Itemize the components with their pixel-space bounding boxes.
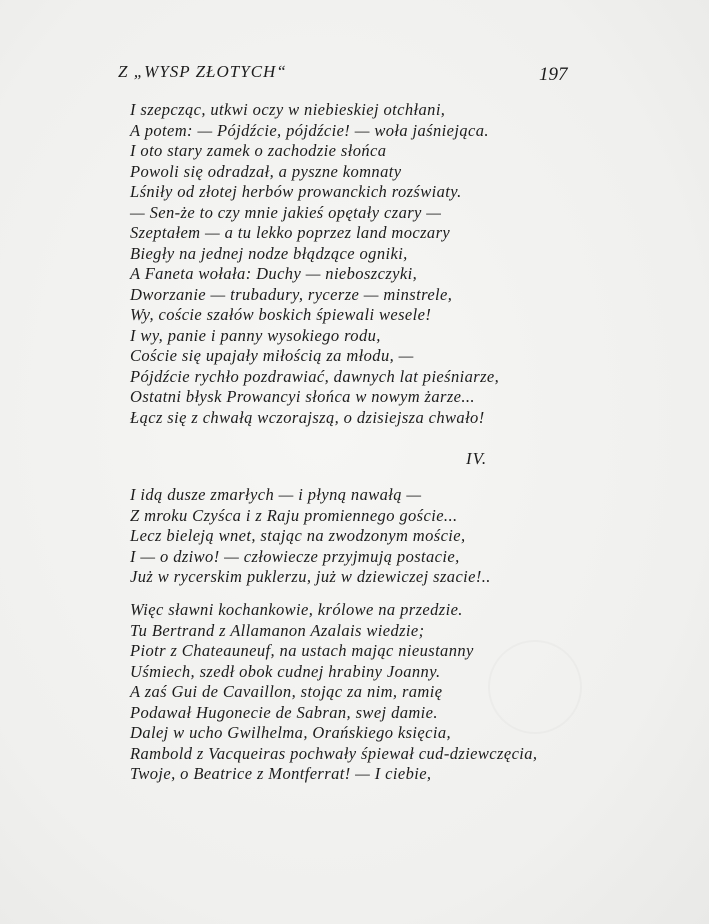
stanza-2 — [130, 485, 491, 588]
verse-line: Dworzanie — trubadury, rycerze — minstrele, — [130, 284, 453, 304]
verse-line: Piotr z Chateauneuf, na ustach mając nieustanny — [130, 641, 474, 660]
verse-line: A zaś Gui de Cavaillon, stojąc za nim, ramię — [130, 682, 443, 701]
verse-line: Lśniły od złotej herbów prowanckich rozświaty. — [130, 182, 462, 201]
verse-line: Więc sławni kochankowie, królowe na przedzie. — [130, 600, 463, 619]
stanza-3 — [130, 600, 537, 785]
verse-line: I oto stary zamek o zachodzie słońca — [130, 141, 387, 160]
verse-line: Tu Bertrand z Allamanon Azalais wiedzie; — [130, 620, 425, 640]
verse-line: A Faneta wołała: Duchy — nieboszczyki, — [130, 264, 418, 283]
verse-line: — Sen-że to czy mnie jakieś opętały czary — — [130, 202, 442, 222]
verse-line: Powoli się odradzał, a pyszne komnaty — [130, 161, 402, 181]
verse-line: Uśmiech, szedł obok cudnej hrabiny Joanny. — [130, 661, 441, 681]
verse-line: Ostatni błysk Prowancyi słońca w nowym żarze... — [130, 387, 475, 406]
verse-line: Z mroku Czyśca i z Raju promiennego goście... — [130, 505, 458, 525]
section-numeral: IV. — [466, 449, 488, 468]
verse-line: Wy, coście szałów boskich śpiewali wesele! — [130, 305, 432, 324]
verse-line: Łącz się z chwałą wczorajszą, o dzisiejsza chwało! — [130, 407, 485, 427]
verse-line: Podawał Hugonecie de Sabran, swej damie. — [130, 702, 438, 722]
verse-line: I wy, panie i panny wysokiego rodu, — [130, 325, 381, 345]
verse-line: A potem: — Pójdźcie, pójdźcie! — woła jaśniejąca. — [130, 120, 489, 140]
verse-line: Pójdźcie rychło pozdrawiać, dawnych lat pieśniarze, — [130, 366, 500, 386]
verse-line: Twoje, o Beatrice z Montferrat! — I ciebie, — [130, 764, 432, 783]
verse-line: I — o dziwo! — człowiecze przyjmują postacie, — [130, 546, 460, 566]
verse-line: Już w rycerskim puklerzu, już w dziewiczej szacie!.. — [130, 567, 491, 586]
verse-line: I idą dusze zmarłych — i płyną nawałą — — [130, 485, 422, 504]
verse-line: Rambold z Vacqueiras pochwały śpiewał cud-dziewczęcia, — [130, 743, 538, 763]
verse-line: I szepcząc, utkwi oczy w niebieskiej otchłani, — [130, 100, 446, 119]
verse-line: Biegły na jednej nodze błądzące ogniki, — [130, 243, 408, 263]
stanza-1 — [130, 100, 499, 428]
verse-line: Lecz bieleją wnet, stając na zwodzonym moście, — [130, 526, 466, 545]
running-title: Z „WYSP ZŁOTYCH“ — [118, 62, 287, 81]
verse-line: Coście się upajały miłością za młodu, — — [130, 346, 414, 365]
verse-line: Szeptałem — a tu lekko poprzez land moczary — [130, 223, 451, 242]
page-number: 197 — [539, 64, 568, 85]
verse-line: Dalej w ucho Gwilhelma, Orańskiego księcia, — [130, 723, 452, 742]
